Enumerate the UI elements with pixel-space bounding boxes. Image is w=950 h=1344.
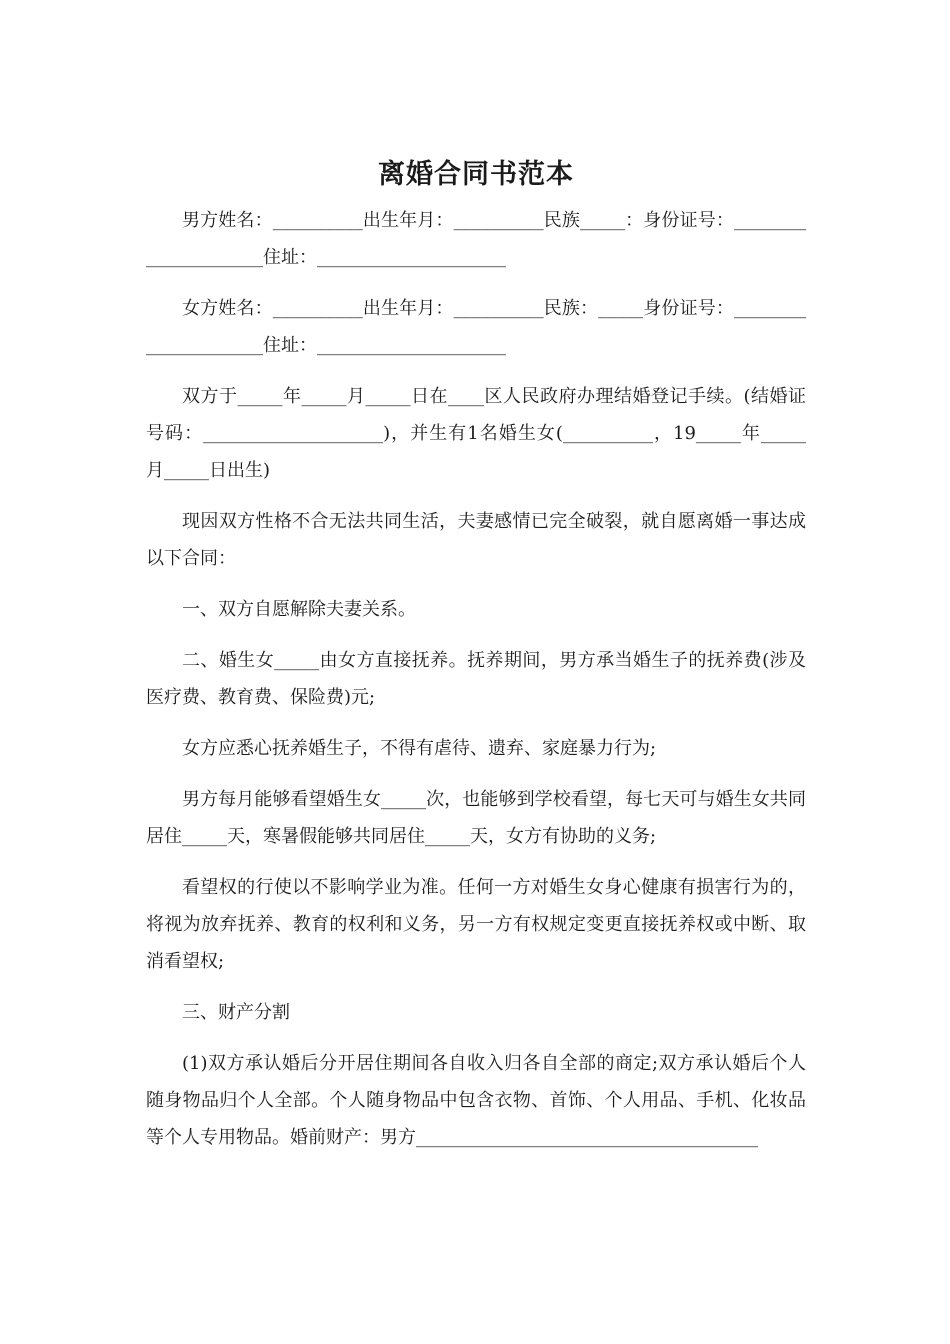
clause-2-paragraph: 二、婚生女_____由女方直接抚养。抚养期间，男方承当婚生子的抚养费(涉及医疗费、教育费、保险费)元; [146, 650, 806, 708]
visitation-paragraph: 男方每月能够看望婚生女_____次，也能够到学校看望，每七天可与婚生女共同居住_____天，寒暑假能够共同居住_____天，女方有协助的义务; [146, 789, 806, 847]
marriage-registration-paragraph: 双方于_____年_____月_____日在____区人民政府办理结婚登记手续。(结婚证号码：____________________)，并生有1名婚生女(__________，19_____年_____月_____日出生) [146, 386, 806, 481]
divorce-reason-paragraph: 现因双方性格不合无法共同生活，夫妻感情已完全破裂，就自愿离婚一事达成以下合同： [146, 511, 806, 569]
document-title: 离婚合同书范本 [378, 159, 574, 190]
document-page [146, 150, 806, 1170]
property-division-paragraph: (1)双方承认婚后分开居住期间各自收入归各自全部的商定;双方承认婚后个人随身物品归个人全部。个人随身物品中包含衣物、首饰、个人用品、手机、化妆品等个人专用物品。婚前财产：男方______________________________________ [146, 1053, 806, 1148]
wife-info-paragraph: 女方姓名：__________出生年月：__________民族：_____身份证号：_____________________住址：_____________________ [146, 298, 806, 356]
clause-3-heading: 三、财产分割 [182, 1002, 290, 1023]
clause-1-paragraph: 一、双方自愿解除夫妻关系。 [182, 599, 416, 620]
visitation-rights-paragraph: 看望权的行使以不影响学业为准。任何一方对婚生女身心健康有损害行为的，将视为放弃抚养、教育的权利和义务，另一方有权规定变更直接抚养权或中断、取消看望权; [146, 877, 806, 972]
custody-duty-paragraph: 女方应悉心抚养婚生子，不得有虐待、遗弃、家庭暴力行为; [182, 738, 657, 759]
husband-info-paragraph: 男方姓名：__________出生年月：__________民族_____：身份证号：_____________________住址：_____________________ [146, 210, 806, 268]
